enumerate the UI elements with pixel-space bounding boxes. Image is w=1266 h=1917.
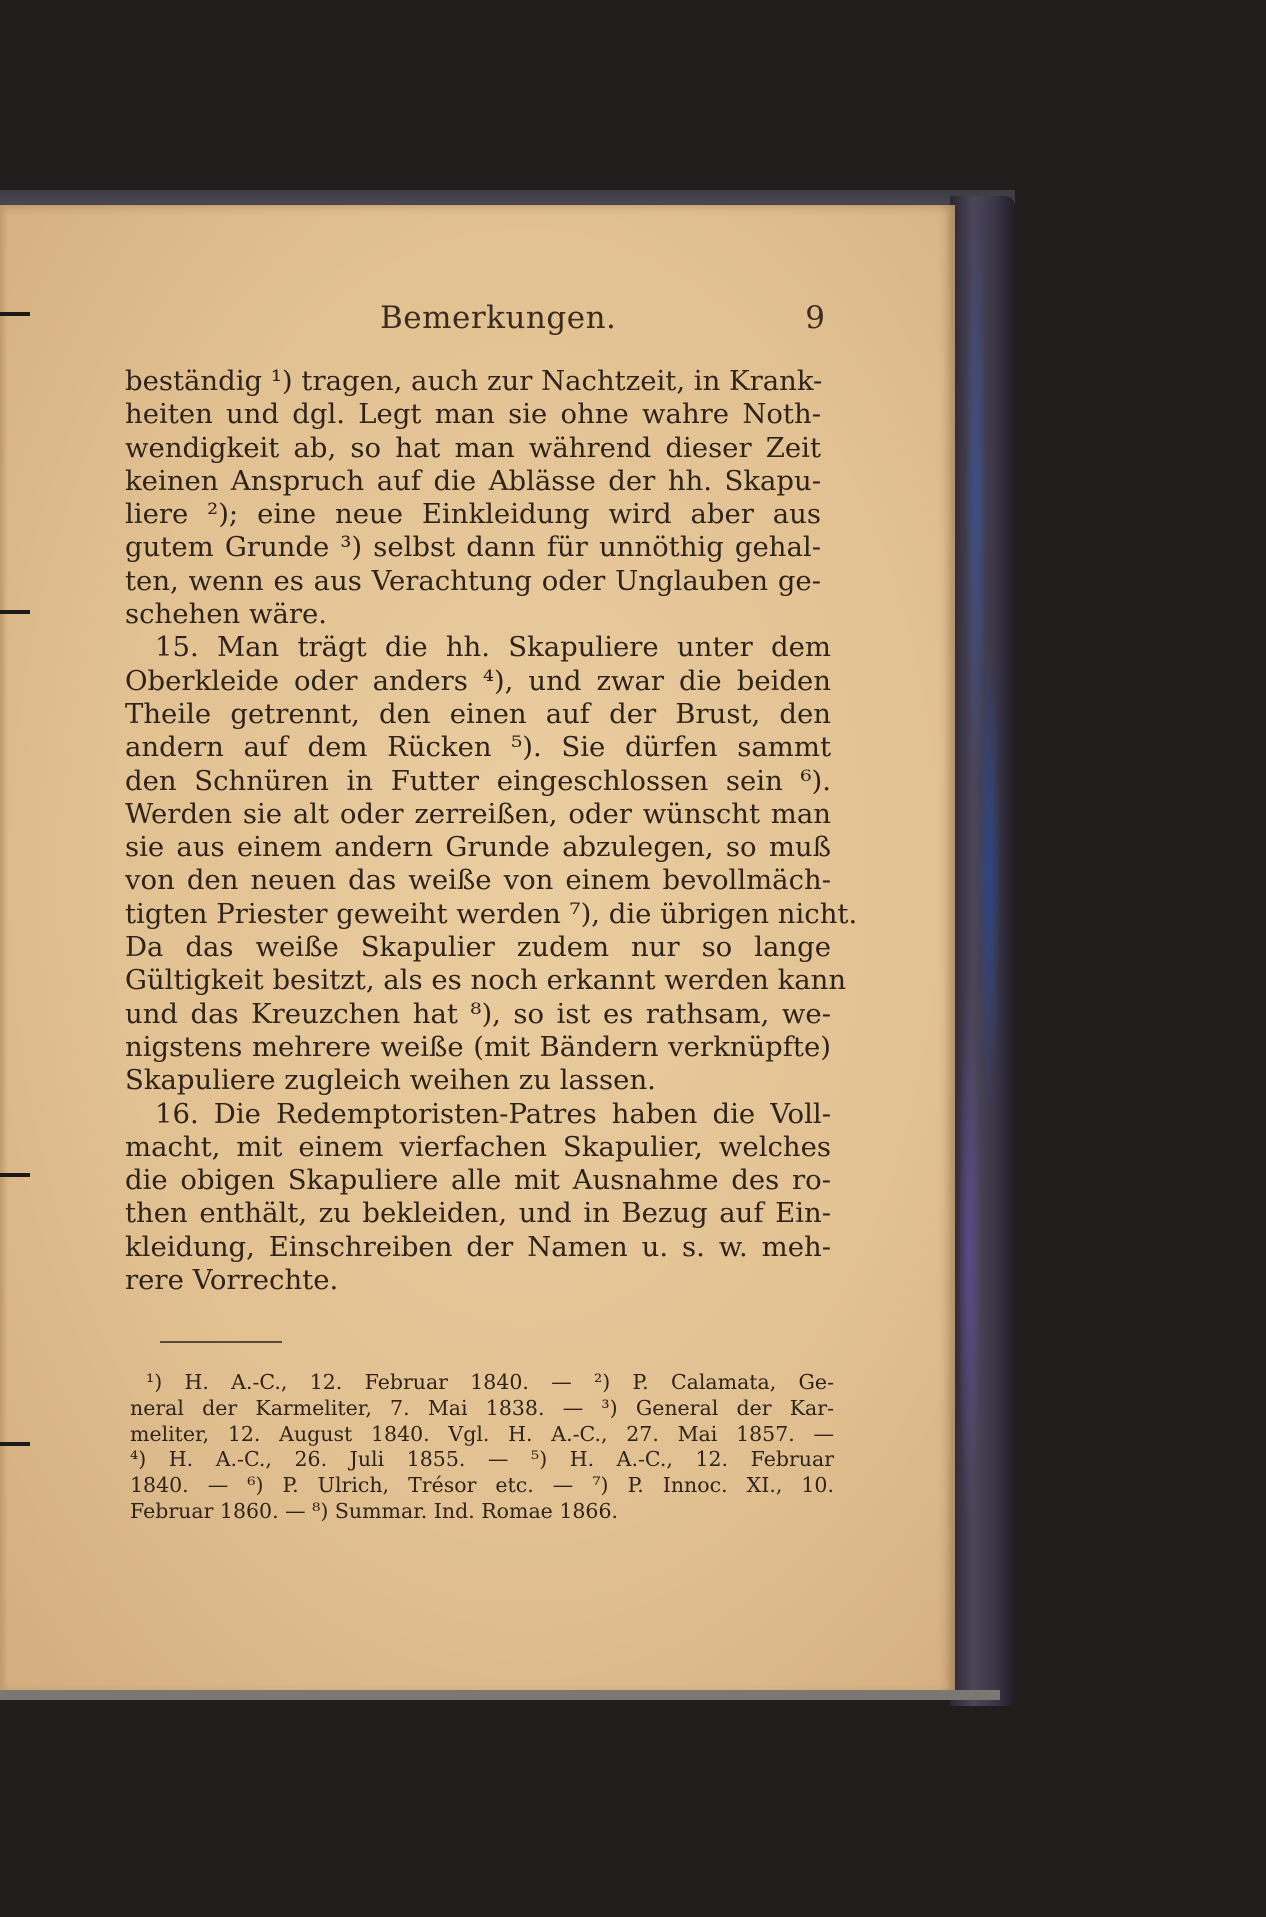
text-line: Werden sie alt oder zerreißen, oder wünscht man xyxy=(125,797,831,830)
text-line: then enthält, zu bekleiden, und in Bezug auf Ein- xyxy=(125,1197,831,1230)
text-line: 15. Man trägt die hh. Skapuliere unter dem xyxy=(155,631,831,664)
text-line: sie aus einem andern Grunde abzulegen, so muß xyxy=(125,831,831,864)
page-number: 9 xyxy=(805,300,825,336)
running-title: Bemerkungen. xyxy=(380,300,617,336)
text-line: den Schnüren in Futter eingeschlossen sein ⁶). xyxy=(125,764,831,797)
body-text xyxy=(125,365,858,1297)
footnote-line: neral der Karmeliter, 7. Mai 1838. — ³) General der Kar- xyxy=(130,1395,834,1420)
footnote-rule xyxy=(160,1341,282,1343)
text-line: Gültigkeit besitzt, als es noch erkannt werden kann xyxy=(125,964,847,997)
text-line: Skapuliere zugleich weihen zu lassen. xyxy=(125,1064,656,1097)
running-head xyxy=(125,300,825,350)
page-edge-marker xyxy=(0,1173,30,1177)
page-edge-marker xyxy=(0,1442,30,1446)
text-line: Oberkleide oder anders ⁴), und zwar die beiden xyxy=(125,664,831,697)
footnote-line: meliter, 12. August 1840. Vgl. H. A.-C., 27. Mai 1857. — xyxy=(130,1421,834,1446)
text-line: heiten und dgl. Legt man sie ohne wahre Noth- xyxy=(125,398,821,431)
text-line: und das Kreuzchen hat ⁸), so ist es rathsam, we- xyxy=(125,997,831,1030)
text-line: kleidung, Einschreiben der Namen u. s. w. meh- xyxy=(125,1230,831,1263)
text-line: Da das weiße Skapulier zudem nur so lange xyxy=(125,931,831,964)
text-line: macht, mit einem vierfachen Skapulier, welches xyxy=(125,1130,831,1163)
page-gutter xyxy=(0,205,8,1695)
text-line: tigten Priester geweiht werden ⁷), die übrigen nicht. xyxy=(125,897,858,930)
text-line: Theile getrennt, den einen auf der Brust, den xyxy=(125,697,831,730)
text-line: andern auf dem Rücken ⁵). Sie dürfen sammt xyxy=(125,731,831,764)
text-line: gutem Grunde ³) selbst dann für unnöthig gehal- xyxy=(125,531,821,564)
text-line: schehen wäre. xyxy=(125,598,328,631)
text-line: ten, wenn es aus Verachtung oder Unglauben ge- xyxy=(125,564,821,597)
footnote-line: ⁴) H. A.-C., 26. Juli 1855. — ⁵) H. A.-C., 12. Februar xyxy=(130,1447,834,1472)
text-line: rere Vorrechte. xyxy=(125,1264,339,1297)
text-line: beständig ¹) tragen, auch zur Nachtzeit, in Krank- xyxy=(125,365,823,397)
book-bottom-edge xyxy=(0,1690,1000,1700)
text-line: wendigkeit ab, so hat man während dieser Zeit xyxy=(125,431,821,464)
page-edge-marker xyxy=(0,610,30,614)
text-line: nigstens mehrere weiße (mit Bändern verknüpfte) xyxy=(125,1030,831,1063)
text-line: von den neuen das weiße von einem bevollmäch- xyxy=(125,864,831,897)
text-line: liere ²); eine neue Einkleidung wird aber aus xyxy=(125,498,821,531)
text-line: 16. Die Redemptoristen-Patres haben die Voll- xyxy=(155,1097,831,1130)
book-spine xyxy=(950,196,1015,1706)
text-line: keinen Anspruch auf die Ablässe der hh. Skapu- xyxy=(125,464,821,497)
footnote-line: Februar 1860. — ⁸) Summar. Ind. Romae 1866. xyxy=(130,1498,619,1523)
footnotes xyxy=(130,1370,834,1525)
footnote-line: ¹) H. A.-C., 12. Februar 1840. — ²) P. Calamata, Ge- xyxy=(146,1370,834,1394)
page-edge-marker xyxy=(0,312,30,316)
text-line: die obigen Skapuliere alle mit Ausnahme des ro- xyxy=(125,1164,831,1197)
footnote-line: 1840. — ⁶) P. Ulrich, Trésor etc. — ⁷) P. Innoc. XI., 10. xyxy=(130,1473,834,1498)
